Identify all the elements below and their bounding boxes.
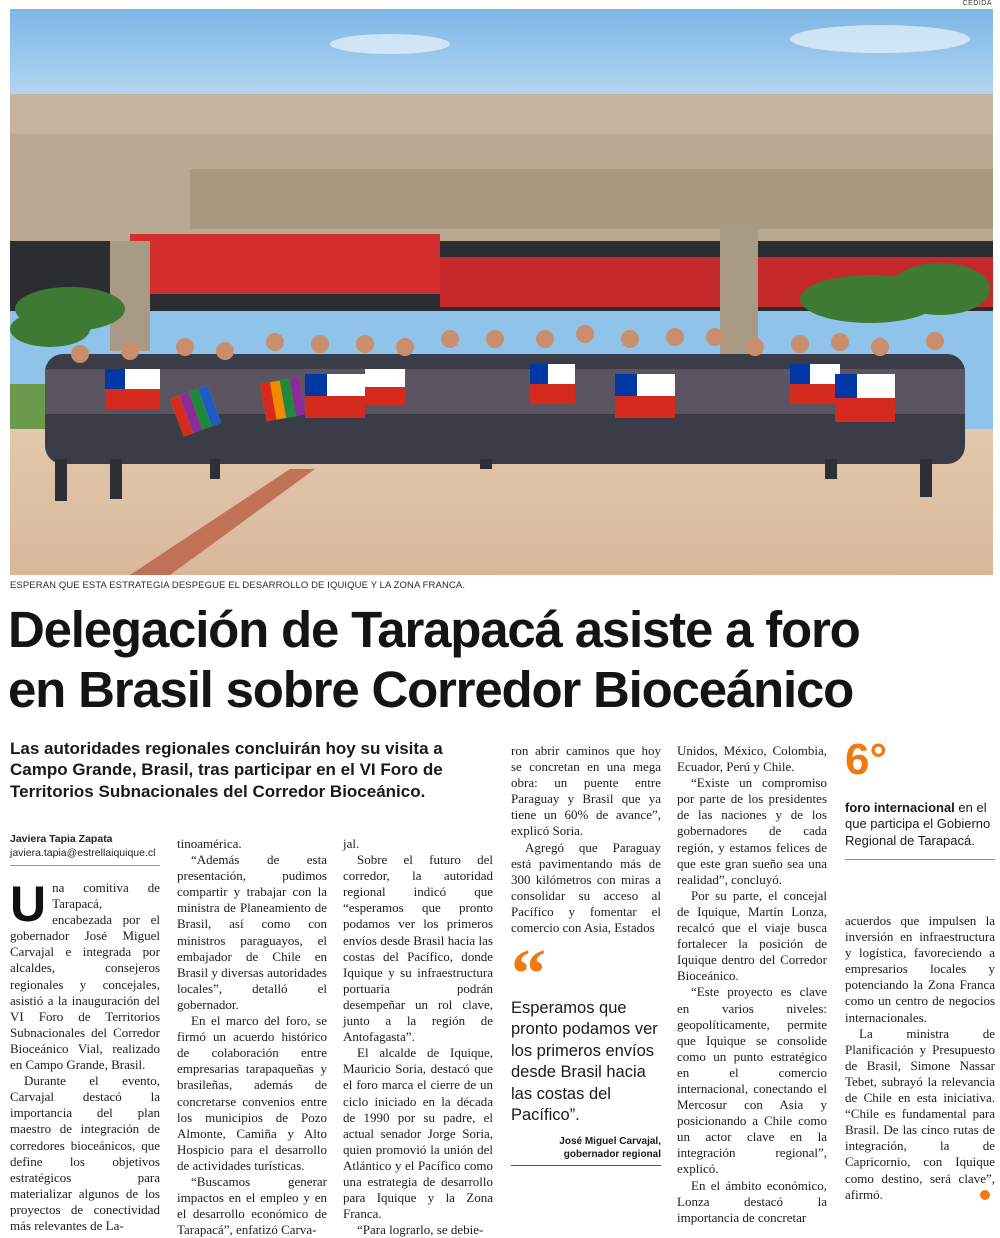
- drop-cap: U: [10, 876, 47, 932]
- news-photo: [10, 9, 993, 575]
- article-paragraph: “Para lograrlo, se debie-: [357, 1222, 484, 1238]
- article-paragraph: tinoamérica.: [177, 836, 242, 851]
- sky: [10, 9, 993, 104]
- article-column-5: [677, 743, 827, 1226]
- stat-text: en el que participa el Gobierno Regional de Tarapacá.: [845, 800, 991, 848]
- article-paragraph: na comitiva de Tarapacá, encabezada por el gobernador José Miguel Carvajal e integrada por alcaldes, consejeros regionales y concejales, asistió a la inauguración del VI Foro de Territorios Subnacionales del Corredor Bioceánico Vial, realizado en Campo Grande, Brasil.: [10, 880, 160, 1073]
- byline-email: javiera.tapia@estrellaiquique.cl: [10, 847, 156, 860]
- article-paragraph: Agregó que Paraguay está pavimentando más de 300 kilómetros con miras a consolidar su acceso al Pacífico y fomentar el comercio con Asia, Estados: [511, 839, 661, 936]
- pull-quote-author: [511, 1135, 661, 1161]
- stat-number: 6°: [845, 735, 888, 784]
- lead-paragraph: Las autoridades regionales concluirán hoy su visita a Campo Grande, Brasil, tras participar en el VI Foro de Territorios Subnacionales del Corredor Bioceánico.: [10, 739, 443, 801]
- pull-quote-text: Esperamos que pronto podamos ver los primeros envíos desde Brasil hacia las costas del Pacífico”.: [511, 999, 658, 1125]
- byline: [10, 832, 160, 860]
- pull-quote-author-role: gobernador regional: [563, 1148, 661, 1160]
- red-band: [130, 234, 440, 294]
- article-paragraph: acuerdos que impulsen la inversión en infraestructura y logística, favoreciendo a empresarios locales y potenciando la Zona Franca como un centro de negocios internacionales.: [845, 913, 995, 1025]
- article-column-4: [511, 743, 661, 936]
- quote-mark-icon: “: [511, 936, 546, 1013]
- stat-divider: [845, 859, 995, 860]
- headline-line-1: Delegación de Tarapacá asiste a foro: [8, 601, 860, 658]
- article-column-1: [10, 876, 160, 1234]
- article-column-3: [343, 836, 493, 1238]
- article-paragraph: Por su parte, el concejal de Iquique, Martín Lonza, recalcó que el viaje busca fortalecer la posición de Iquique dentro del Corredor Bioceánico.: [677, 887, 827, 984]
- stat-box: [845, 735, 995, 860]
- article-paragraph: En el marco del foro, se firmó un acuerdo histórico de colaboración entre empresarias tarapaqueñas y brasileñas, además de concretarse convenios entre los municipios de Pozo Almonte, Camiña y Alto Hospicio para el desarrollo de actividades turísticas.: [177, 1013, 327, 1173]
- article-paragraph: “Este proyecto es clave en varios niveles: geopolíticamente, permite que Iquique se consolide como un punto estratégico en el comercio internacional, conectando el Mercosur con Asia y posicionando a Chile como un actor clave en la integración regional”, explicó.: [677, 984, 827, 1177]
- article-column-6: [845, 913, 995, 1203]
- byline-divider: [10, 865, 160, 866]
- photo-caption: ESPERAN QUE ESTA ESTRATEGIA DESPEGUE EL DESARROLLO DE IQUIQUE Y LA ZONA FRANCA.: [10, 580, 466, 591]
- group-photo-illustration: [10, 9, 993, 575]
- article-paragraph: “Buscamos generar impactos en el empleo y en el desarrollo económico de Tarapacá”, enfatizó Carva-: [177, 1173, 327, 1238]
- article-paragraph: “Además de esta presentación, pudimos compartir y trabajar con la ministra de Planeamiento de Brasil, así como con ministros paraguayos, el embajador de Chile en Brasil y diversas autoridades locales”, detalló el gobernador.: [177, 852, 327, 1012]
- headline-line-2: en Brasil sobre Corredor Bioceánico: [8, 661, 854, 719]
- byline-author: Javiera Tapia Zapata: [10, 833, 113, 845]
- headline: [8, 600, 993, 720]
- article-paragraph: “Existe un compromiso por parte de los presidentes de las naciones y de los gobernadores de cada región, y estamos felices de que este gran sueño sea una realidad”, concluyó.: [677, 775, 827, 887]
- article-paragraph: El alcalde de Iquique, Mauricio Soria, destacó que el foro marca el cierre de un ciclo iniciado en la década de 1990 por su padre, el actual senador Jorge Soria, quien promovió la unión del Atlántico y el Pacífico como una estrategia de desarrollo para Iquique y la Zona Franca.: [343, 1045, 493, 1222]
- pull-quote: [511, 936, 661, 1166]
- pull-quote-divider: [511, 1165, 661, 1166]
- end-of-article-icon: [980, 1190, 990, 1200]
- article-column-2: [177, 836, 327, 1238]
- article-paragraph: Durante el evento, Carvajal destacó la importancia del plan maestro de integración de corredores bioceánicos, que define los objetivos estratégicos para materializar algunos de los proyectos de conectividad más relevantes de La-: [10, 1073, 160, 1233]
- article-paragraph: La ministra de Planificación y Presupuesto de Brasil, Simone Nassar Tebet, subrayó la relevancia de Chile en esta iniciativa. “Chile es fundamental para Brasil. De las cinco rutas de integración, la de Capricornio, con Iquique como destino, será clave”, afirmó.: [845, 1025, 995, 1202]
- article-paragraph: ron abrir caminos que hoy se concretan en una mega obra: un puente entre Paraguay y Brasil que ya tiene un 60% de avance”, explicó Soria.: [511, 743, 661, 839]
- stat-description: [845, 800, 995, 849]
- article-paragraph: Unidos, México, Colombia, Ecuador, Perú y Chile.: [677, 743, 827, 775]
- article-paragraph: jal.: [343, 836, 360, 851]
- stat-bold-text: foro internacional: [845, 800, 955, 815]
- pull-quote-author-name: José Miguel Carvajal,: [559, 1135, 661, 1147]
- photo-credit: CEDIDA: [962, 0, 992, 7]
- article-paragraph: En el ámbito económico, Lonza destacó la importancia de concretar: [677, 1177, 827, 1225]
- article-paragraph: Sobre el futuro del corredor, la autoridad regional indicó que “esperamos que pronto podamos ver los primeros envíos desde Brasil hacia las costas del Pacífico, donde Iquique y su infraestructura portuaria podrán desempeñar un rol clave, junto a la región de Antofagasta”.: [343, 852, 493, 1045]
